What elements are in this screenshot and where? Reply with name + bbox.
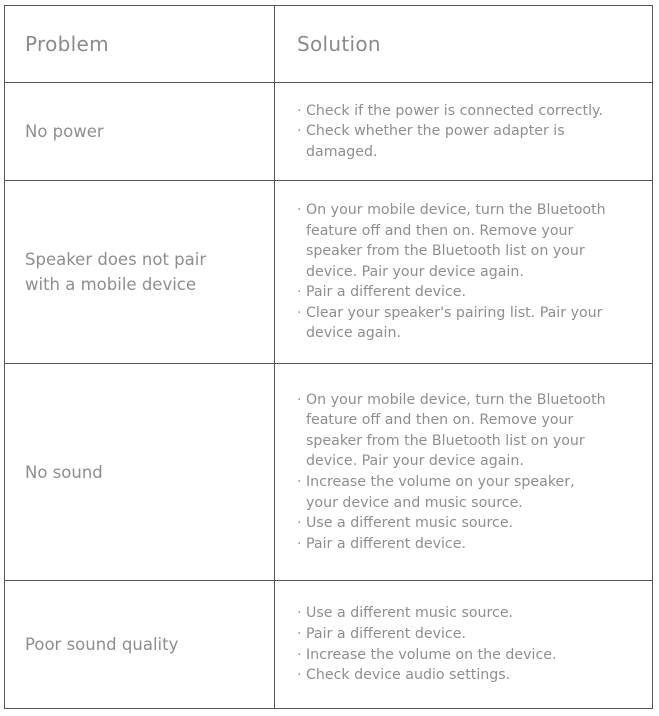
solution-item: · Check device audio settings. bbox=[297, 665, 627, 686]
solution-item: · Pair a different device. bbox=[297, 534, 627, 555]
table-row bbox=[5, 364, 652, 581]
problem-cell bbox=[5, 364, 275, 580]
solution-item: · Use a different music source. bbox=[297, 513, 627, 534]
solution-list bbox=[297, 390, 627, 555]
solution-item: · On your mobile device, turn the Bluetooth feature off and then on. Remove your speaker from the Bluetooth list on your device. Pair your device again. bbox=[297, 390, 627, 472]
problem-text: Speaker does not pair with a mobile device bbox=[25, 250, 207, 294]
solution-list bbox=[297, 603, 627, 685]
solution-item: · Clear your speaker's pairing list. Pair your device again. bbox=[297, 303, 627, 344]
solution-item: · Increase the volume on the device. bbox=[297, 645, 627, 666]
header-cell-problem bbox=[5, 6, 275, 82]
table-header-row bbox=[5, 6, 652, 83]
solution-cell bbox=[275, 364, 652, 580]
table-row bbox=[5, 181, 652, 364]
solution-item: · Use a different music source. bbox=[297, 603, 627, 624]
troubleshooting-table bbox=[4, 5, 653, 709]
header-cell-solution bbox=[275, 6, 652, 82]
solution-cell bbox=[275, 83, 652, 180]
solution-item: · On your mobile device, turn the Bluetooth feature off and then on. Remove your speaker from the Bluetooth list on your device. Pair your device again. bbox=[297, 200, 627, 282]
table-row bbox=[5, 581, 652, 708]
table-row bbox=[5, 83, 652, 181]
header-solution: Solution bbox=[297, 32, 381, 56]
header-problem: Problem bbox=[25, 32, 109, 56]
solution-item: · Check if the power is connected correctly. bbox=[297, 101, 627, 122]
problem-cell bbox=[5, 181, 275, 363]
solution-list bbox=[297, 200, 627, 344]
problem-text: No sound bbox=[25, 462, 103, 482]
solution-cell bbox=[275, 581, 652, 708]
solution-cell bbox=[275, 181, 652, 363]
problem-cell bbox=[5, 83, 275, 180]
solution-item: · Check whether the power adapter is damaged. bbox=[297, 121, 591, 162]
solution-item: · Pair a different device. bbox=[297, 624, 627, 645]
problem-text: No power bbox=[25, 122, 104, 141]
problem-text: Poor sound quality bbox=[25, 635, 179, 654]
solution-item: · Pair a different device. bbox=[297, 282, 627, 303]
problem-cell bbox=[5, 581, 275, 708]
solution-item: · Increase the volume on your speaker, your device and music source. bbox=[297, 472, 596, 513]
solution-list bbox=[297, 101, 627, 163]
